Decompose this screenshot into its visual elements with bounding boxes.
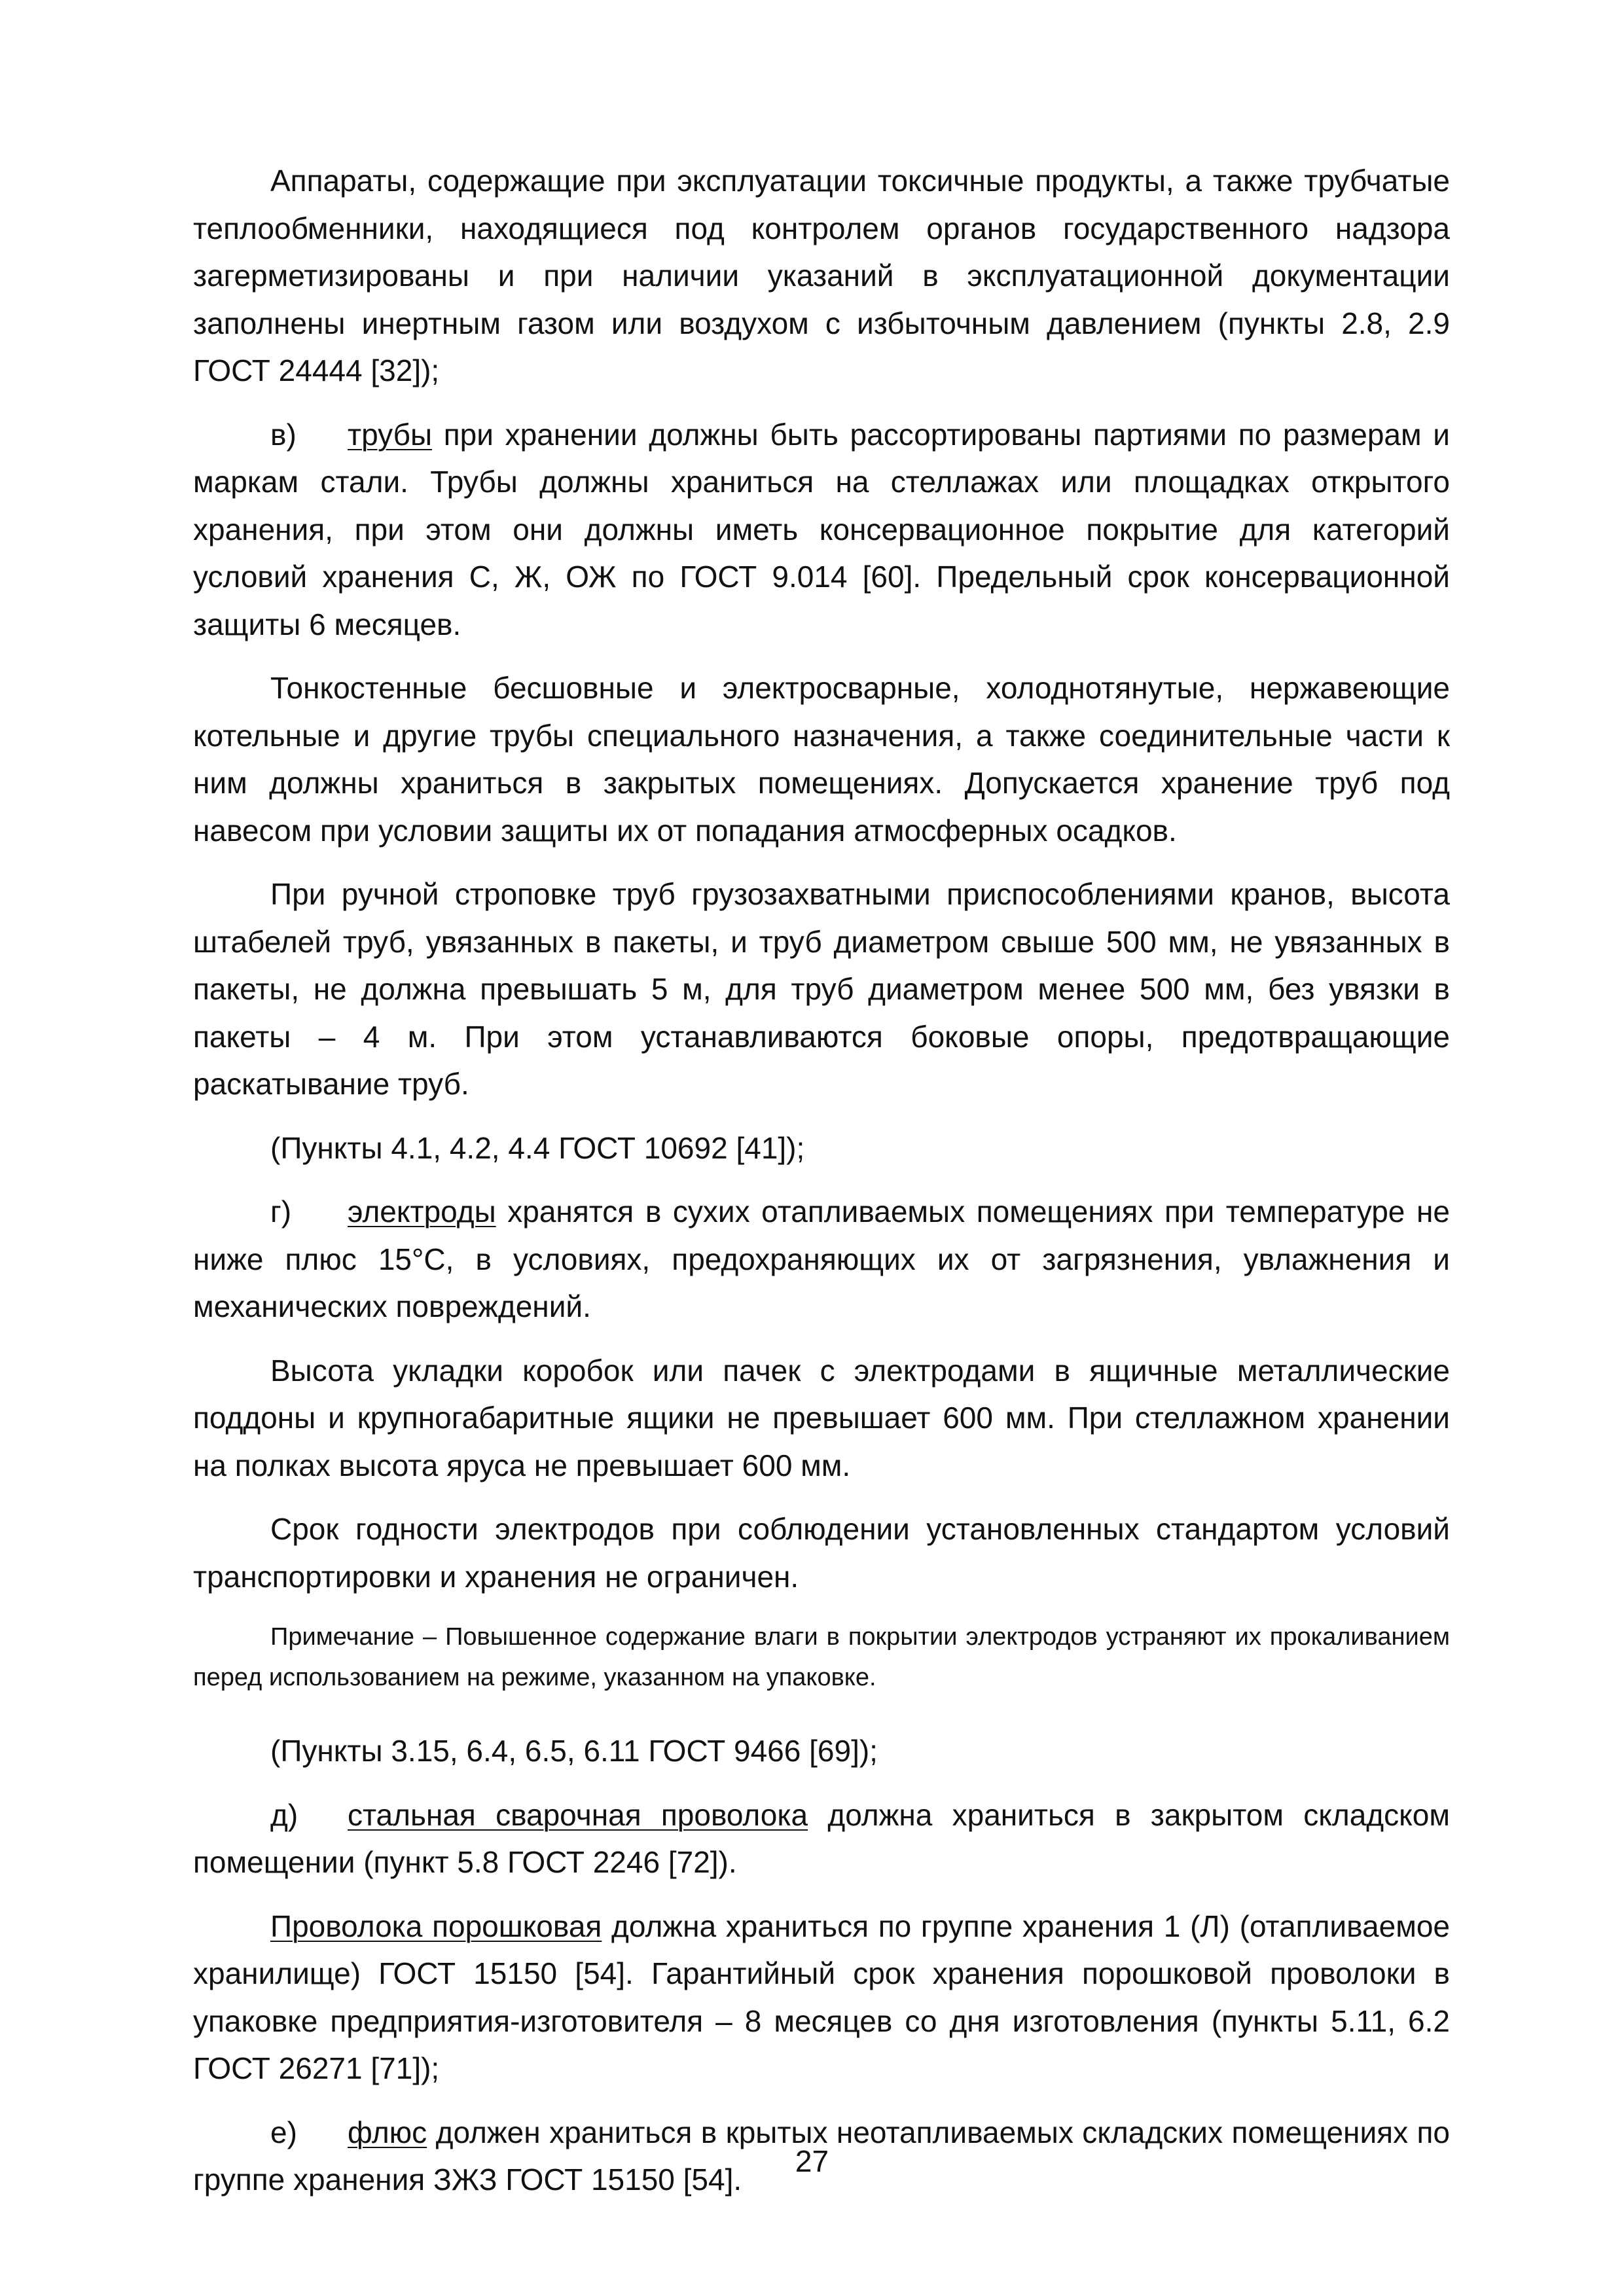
list-item-text: при хранении должны быть рассортированы партиями по размерам и маркам стали. Трубы должны храниться на стеллажах или площадках открытого хранения, при этом они должны иметь консервационное покрытие для категорий условий хранения С, Ж, ОЖ по ГОСТ 9.014 [60]. Предельный срок консервационной защиты 6 месяцев. — [193, 417, 1450, 641]
term-electrodes: электроды — [348, 1194, 496, 1229]
list-item-text: должна храниться в закрытом складском помещении (пункт 5.8 ГОСТ 2246 [72]). — [193, 1797, 1450, 1879]
document-page — [193, 157, 1450, 2220]
paragraph-shelf-life: Срок годности электродов при соблюдении установленных стандартом условий транспортировки и хранения не ограничен. — [193, 1512, 1450, 1594]
list-marker: е) — [270, 2115, 297, 2149]
list-marker: г) — [270, 1194, 292, 1229]
list-item-electrodes — [193, 1188, 1450, 1331]
note: Примечание – Повышенное содержание влаги в покрытии электродов устраняют их прокаливанием перед использованием на режиме, указанном на упаковке. — [193, 1623, 1450, 1691]
paragraph-slinging: При ручной строповке труб грузозахватными приспособлениями кранов, высота штабелей труб, увязанных в пакеты, и труб диаметром свыше 500 мм, не увязанных в пакеты, не должна превышать 5 м, для труб диаметром менее 500 мм, без увязки в пакеты – 4 м. При этом устанавливаются боковые опоры, предотвращающие раскатывание труб. — [193, 877, 1450, 1101]
paragraph-text: должна храниться по группе хранения 1 (Л) (отапливаемое хранилище) ГОСТ 15150 [54]. Гарантийный срок хранения порошковой проволоки в упаковке предприятия-изготовителя – 8 месяцев со дня изготовления (пункты 5.11, 6.2 ГОСТ 26271 [71]); — [193, 1909, 1450, 2085]
list-marker: д) — [270, 1797, 298, 1832]
term-flux-cored-wire: Проволока порошковая — [270, 1909, 602, 1943]
list-item-welding-wire — [193, 1791, 1450, 1886]
term-pipes: трубы — [348, 417, 433, 452]
list-marker: в) — [270, 417, 297, 452]
reference-gost-10692: (Пункты 4.1, 4.2, 4.4 ГОСТ 10692 [41]); — [270, 1130, 805, 1165]
paragraph-flux-cored-wire — [193, 1903, 1450, 2092]
paragraph-apparatus: Аппараты, содержащие при эксплуатации токсичные продукты, а также трубчатые теплообменники, находящиеся под контролем органов государственного надзора загерметизированы и при наличии указаний в эксплуатационной документации заполнены инертным газом или воздухом с избыточным давлением (пункты 2.8, 2.9 ГОСТ 24444 [32]); — [193, 164, 1450, 387]
list-item-pipes — [193, 411, 1450, 649]
reference-gost-9466: (Пункты 3.15, 6.4, 6.5, 6.11 ГОСТ 9466 [69]); — [270, 1734, 878, 1768]
term-welding-wire: стальная сварочная проволока — [348, 1797, 808, 1832]
paragraph-thin-wall-pipes: Тонкостенные бесшовные и электросварные, холоднотянутые, нержавеющие котельные и другие трубы специального назначения, а также соединительные части к ним должны храниться в закрытых помещениях. Допускается хранение труб под навесом при условии защиты их от попадания атмосферных осадков. — [193, 671, 1450, 848]
term-flux: флюс — [348, 2115, 427, 2149]
page-number: 27 — [795, 2144, 829, 2178]
list-item-text: должен храниться в крытых неотапливаемых складских помещениях по группе хранения ЗЖЗ ГОСТ 15150 [54]. — [193, 2115, 1450, 2197]
list-item-text: хранятся в сухих отапливаемых помещениях при температуре не ниже плюс 15°С, в условиях, предохраняющих их от загрязнения, увлажнения и механических повреждений. — [193, 1194, 1450, 1323]
paragraph-stacking-height: Высота укладки коробок или пачек с электродами в ящичные металлические поддоны и крупногабаритные ящики не превышает 600 мм. При стеллажном хранении на полках высота яруса не превышает 600 мм. — [193, 1353, 1450, 1482]
